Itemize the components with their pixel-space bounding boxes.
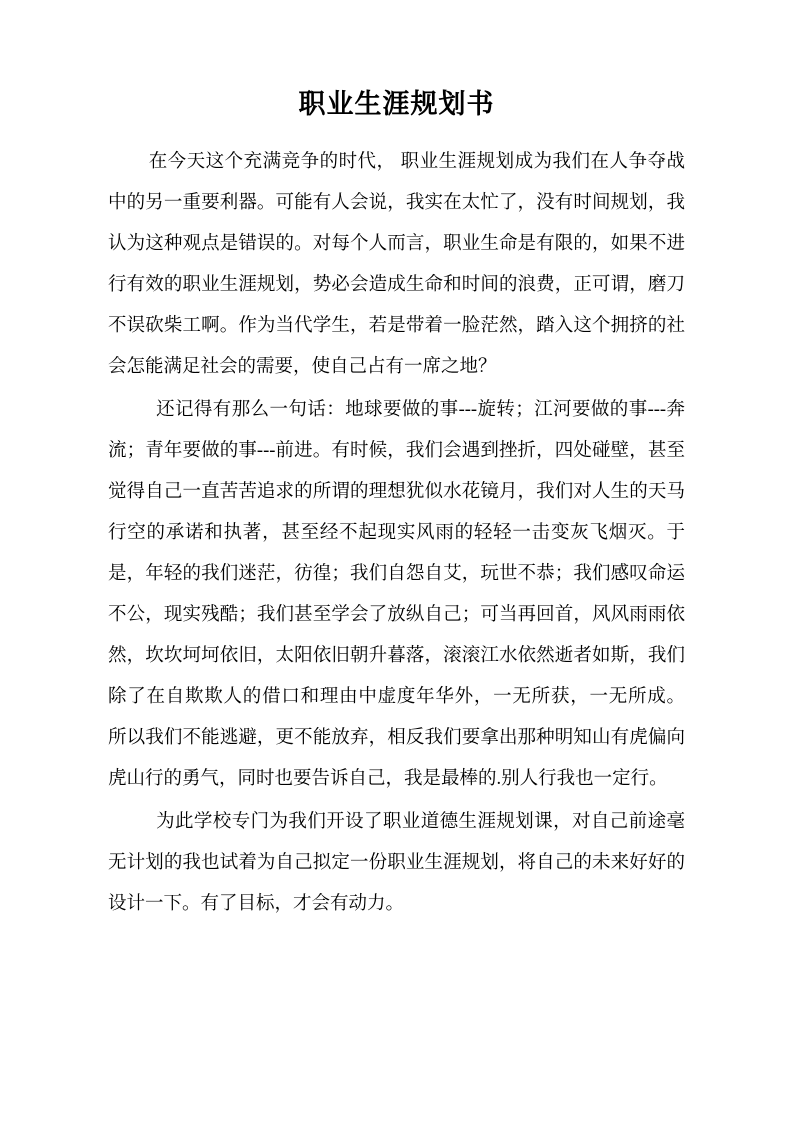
page-title: 职业生涯规划书 bbox=[298, 89, 495, 119]
paragraph-1: 在今天这个充满竞争的时代， 职业生涯规划成为我们在人争夺战中的另一重要利器。可能有人会说，我实在太忙了，没有时间规划，我认为这种观点是错误的。对每个人而言，职业生命是有限的，如果不进行有效的职业生涯规划，势必会造成生命和时间的浪费，正可谓，磨刀不误砍柴工啊。作为当代学生，若是带着一脸茫然，踏入这个拥挤的社会怎能满足社会的需要，使自己占有一席之地？ bbox=[108, 151, 685, 377]
paragraph-2: 还记得有那么一句话：地球要做的事---旋转；江河要做的事---奔流；青年要做的事---前进。有时候，我们会遇到挫折，四处碰壁，甚至觉得自己一直苦苦追求的所谓的理想犹似水花镜月，我们对人生的天马行空的承诺和执著，甚至经不起现实风雨的轻轻一击变灰飞烟灭。于是，年轻的我们迷茫，彷徨；我们自怨自艾，玩世不恭；我们感叹命运不公，现实残酷；我们甚至学会了放纵自己；可当再回首，风风雨雨依然，坎坎坷坷依旧，太阳依旧朝升暮落，滚滚江水依然逝者如斯，我们除了在自欺欺人的借口和理由中虚度年华外，一无所获，一无所成。 所以我们不能逃避，更不能放弃，相反我们要拿出那种明知山有虎偏向虎山行的勇气，同时也要告诉自己，我是最棒的.别人行我也一定行。 bbox=[108, 399, 685, 789]
paragraph-3: 为此学校专门为我们开设了职业道德生涯规划课，对自己前途毫无计划的我也试着为自己拟定一份职业生涯规划，将自己的未来好好的设计一下。有了目标，才会有动力。 bbox=[108, 811, 685, 914]
